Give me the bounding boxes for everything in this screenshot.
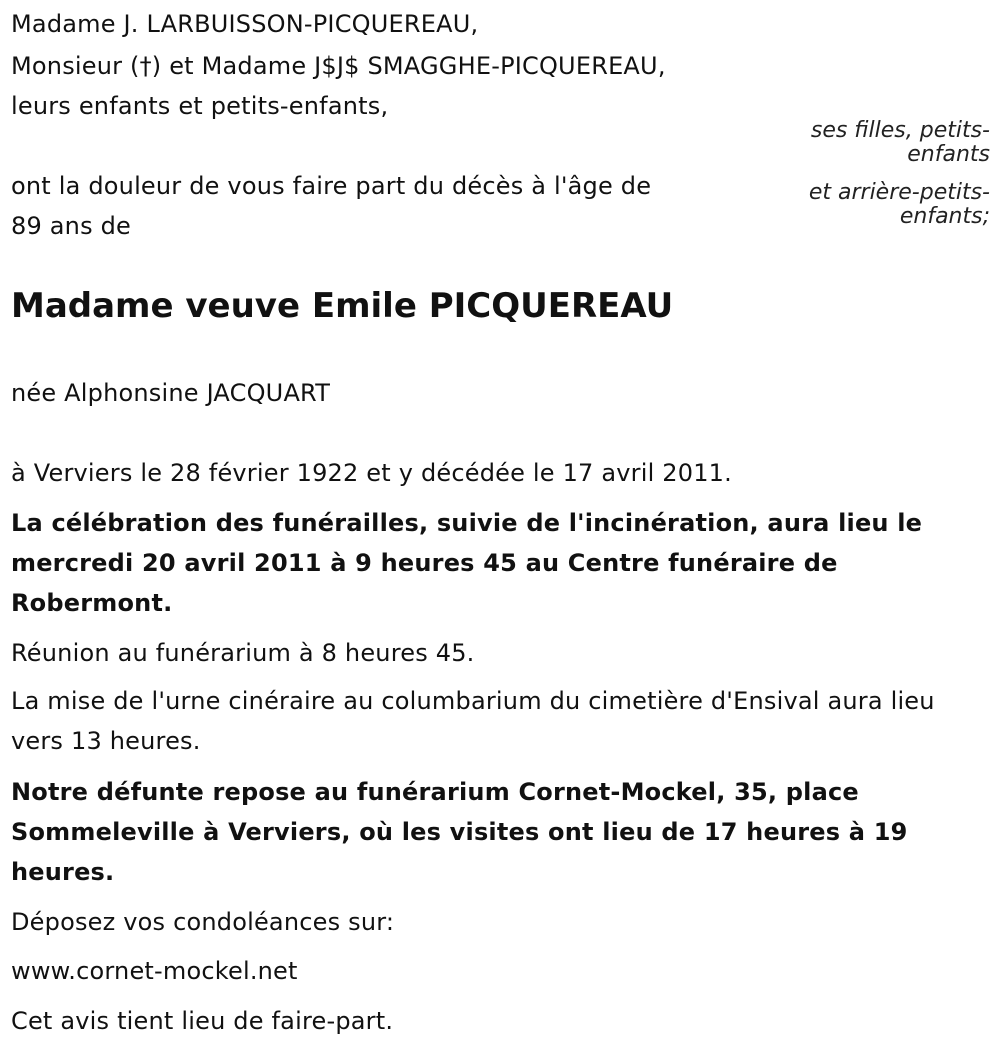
- urn-info: La mise de l'urne cinéraire au columbarium du cimetière d'Ensival aura lieu vers 13 heures.: [11, 687, 935, 755]
- family-line-2: Monsieur (†) et Madame J$J$ SMAGGHE-PICQUEREAU,: [11, 52, 666, 80]
- meeting-info: Réunion au funérarium à 8 heures 45.: [11, 639, 475, 667]
- family-line-1: Madame J. LARBUISSON-PICQUEREAU,: [11, 10, 479, 38]
- announcement-line-2: 89 ans de: [11, 212, 132, 240]
- birth-death-dates: à Verviers le 28 février 1922 et y décédée le 17 avril 2011.: [11, 459, 732, 487]
- deceased-name: Madame veuve Emile PICQUEREAU: [11, 286, 674, 326]
- maiden-name: née Alphonsine JACQUART: [11, 379, 331, 407]
- repose-info: Notre défunte repose au funérarium Cornet-Mockel, 35, place Sommeleville à Verviers, où les visites ont lieu de 17 heures à 19 heures.: [11, 778, 908, 886]
- closing-note: Cet avis tient lieu de faire-part.: [11, 1007, 394, 1035]
- ceremony-info: La célébration des funérailles, suivie de l'incinération, aura lieu le mercredi 20 avril 2011 à 9 heures 45 au Centre funéraire de Robermont.: [11, 509, 923, 617]
- aside-relatives-2: et arrière-petits-enfants;: [808, 180, 990, 229]
- family-line-3: leurs enfants et petits-enfants,: [11, 92, 389, 120]
- announcement-line-1: ont la douleur de vous faire part du décès à l'âge de: [11, 172, 652, 200]
- condolences-website[interactable]: www.cornet-mockel.net: [11, 957, 298, 985]
- condolences-label: Déposez vos condoléances sur:: [11, 908, 395, 936]
- aside-relatives-1: ses filles, petits-enfants: [810, 118, 990, 167]
